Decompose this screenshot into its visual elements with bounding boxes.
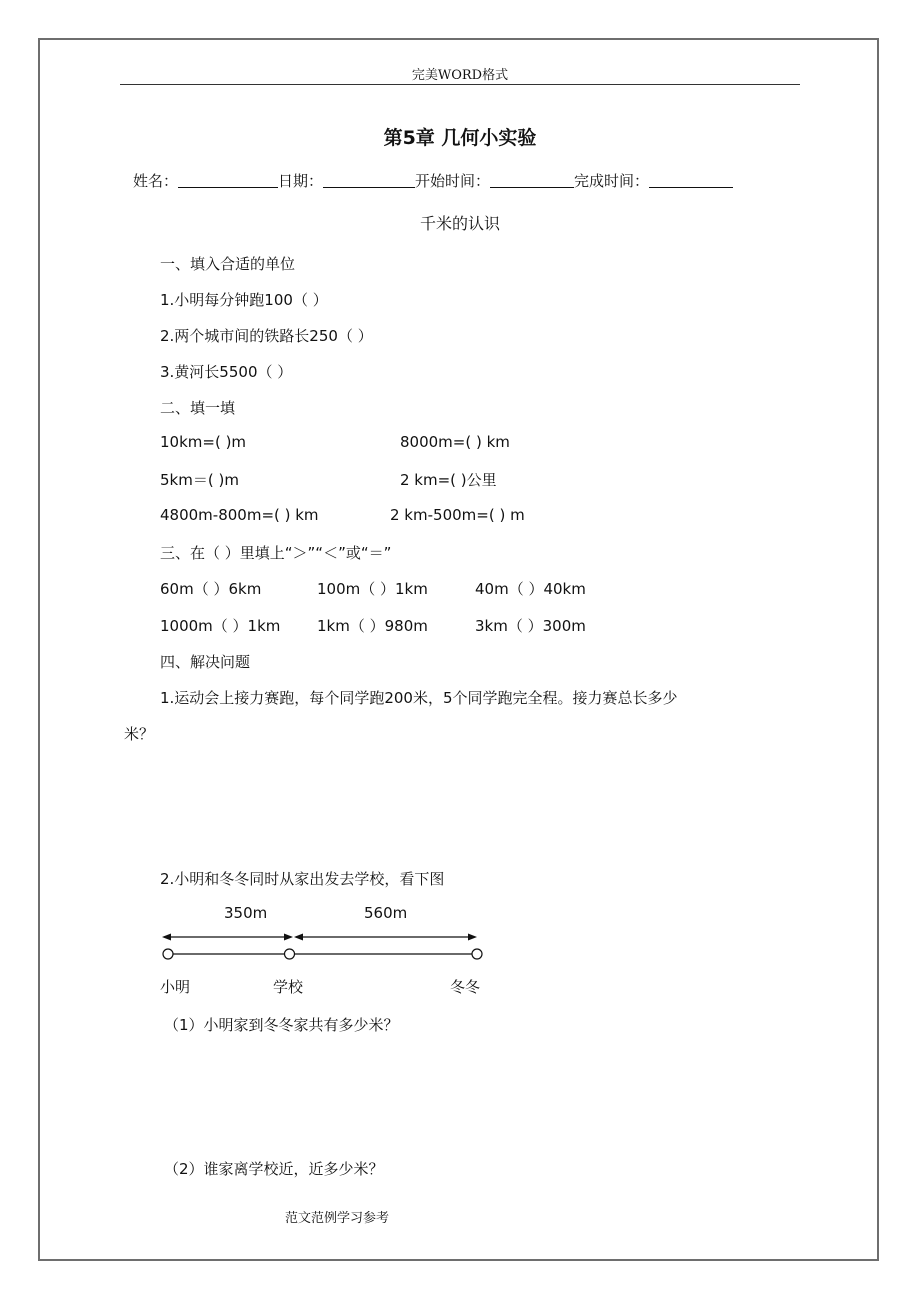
segment-1-arrowhead-left [162,934,171,941]
start-time-label: 开始时间： [415,172,491,190]
section2-row-3a: 4800m-800m=( ) km [160,506,319,524]
section3-row-1c: 40m（ ）40km [475,580,586,598]
page-footer: 范文范例学习参考 [285,1211,390,1226]
segment-2-arrowhead-right [468,934,477,941]
sub-question-2: （2）谁家离学校近，近多少米？ [164,1160,384,1178]
name-blank[interactable] [178,171,278,188]
section1-question-2: 2.两个城市间的铁路长250（ ） [160,327,373,345]
section3-row-1b: 100m（ ）1km [317,580,428,598]
finish-time-label: 完成时间： [574,172,650,190]
student-info-line [133,170,733,191]
section3-row-2a: 1000m（ ）1km [160,617,281,635]
xiaoming-home-point [163,949,173,959]
segment-1-distance-label: 350m [224,904,268,922]
finish-time-blank[interactable] [649,171,733,188]
problem-1-line-1: 1.运动会上接力赛跑，每个同学跑200米，5个同学跑完全程。接力赛总长多少 [160,689,678,707]
section3-row-1a: 60m（ ）6km [160,580,262,598]
section4-heading: 四、解决问题 [160,653,251,671]
header-rule [120,84,800,85]
section1-question-1: 1.小明每分钟跑100（ ） [160,291,328,309]
section2-row-2a: 5km＝( )m [160,471,239,489]
start-time-blank[interactable] [490,171,574,188]
date-blank[interactable] [323,171,415,188]
section3-row-2c: 3km（ ）300m [475,617,586,635]
section1-question-3: 3.黄河长5500（ ） [160,363,293,381]
date-label: 日期： [278,172,324,190]
section2-row-1b: 8000m=( ) km [400,433,510,451]
chapter-title: 第5章 几何小实验 [383,127,537,149]
school-label: 学校 [273,978,304,996]
name-label: 姓名： [133,172,179,190]
section2-heading: 二、填一填 [160,399,236,417]
distance-diagram [150,925,495,965]
xiaoming-label: 小明 [160,978,191,996]
section3-heading: 三、在（ ）里填上“＞”“＜”或“＝” [160,544,392,562]
segment-2-arrowhead-left [294,934,303,941]
section2-row-1a: 10km=( )m [160,433,247,451]
lesson-title: 千米的认识 [419,214,500,233]
school-point [285,949,295,959]
problem-1-line-2: 米？ [124,725,155,743]
segment-2-distance-label: 560m [364,904,408,922]
segment-1-arrowhead-right [284,934,293,941]
dongdong-label: 冬冬 [450,978,481,996]
section2-row-3b: 2 km-500m=( ) m [390,506,525,524]
section3-row-2b: 1km（ ）980m [317,617,428,635]
section2-row-2b: 2 km=( )公里 [400,471,497,489]
dongdong-home-point [472,949,482,959]
problem-2-text: 2.小明和冬冬同时从家出发去学校，看下图 [160,870,445,888]
sub-question-1: （1）小明家到冬冬家共有多少米？ [164,1016,399,1034]
section1-heading: 一、填入合适的单位 [160,255,296,273]
page-header: 完美WORD格式 [411,68,509,83]
